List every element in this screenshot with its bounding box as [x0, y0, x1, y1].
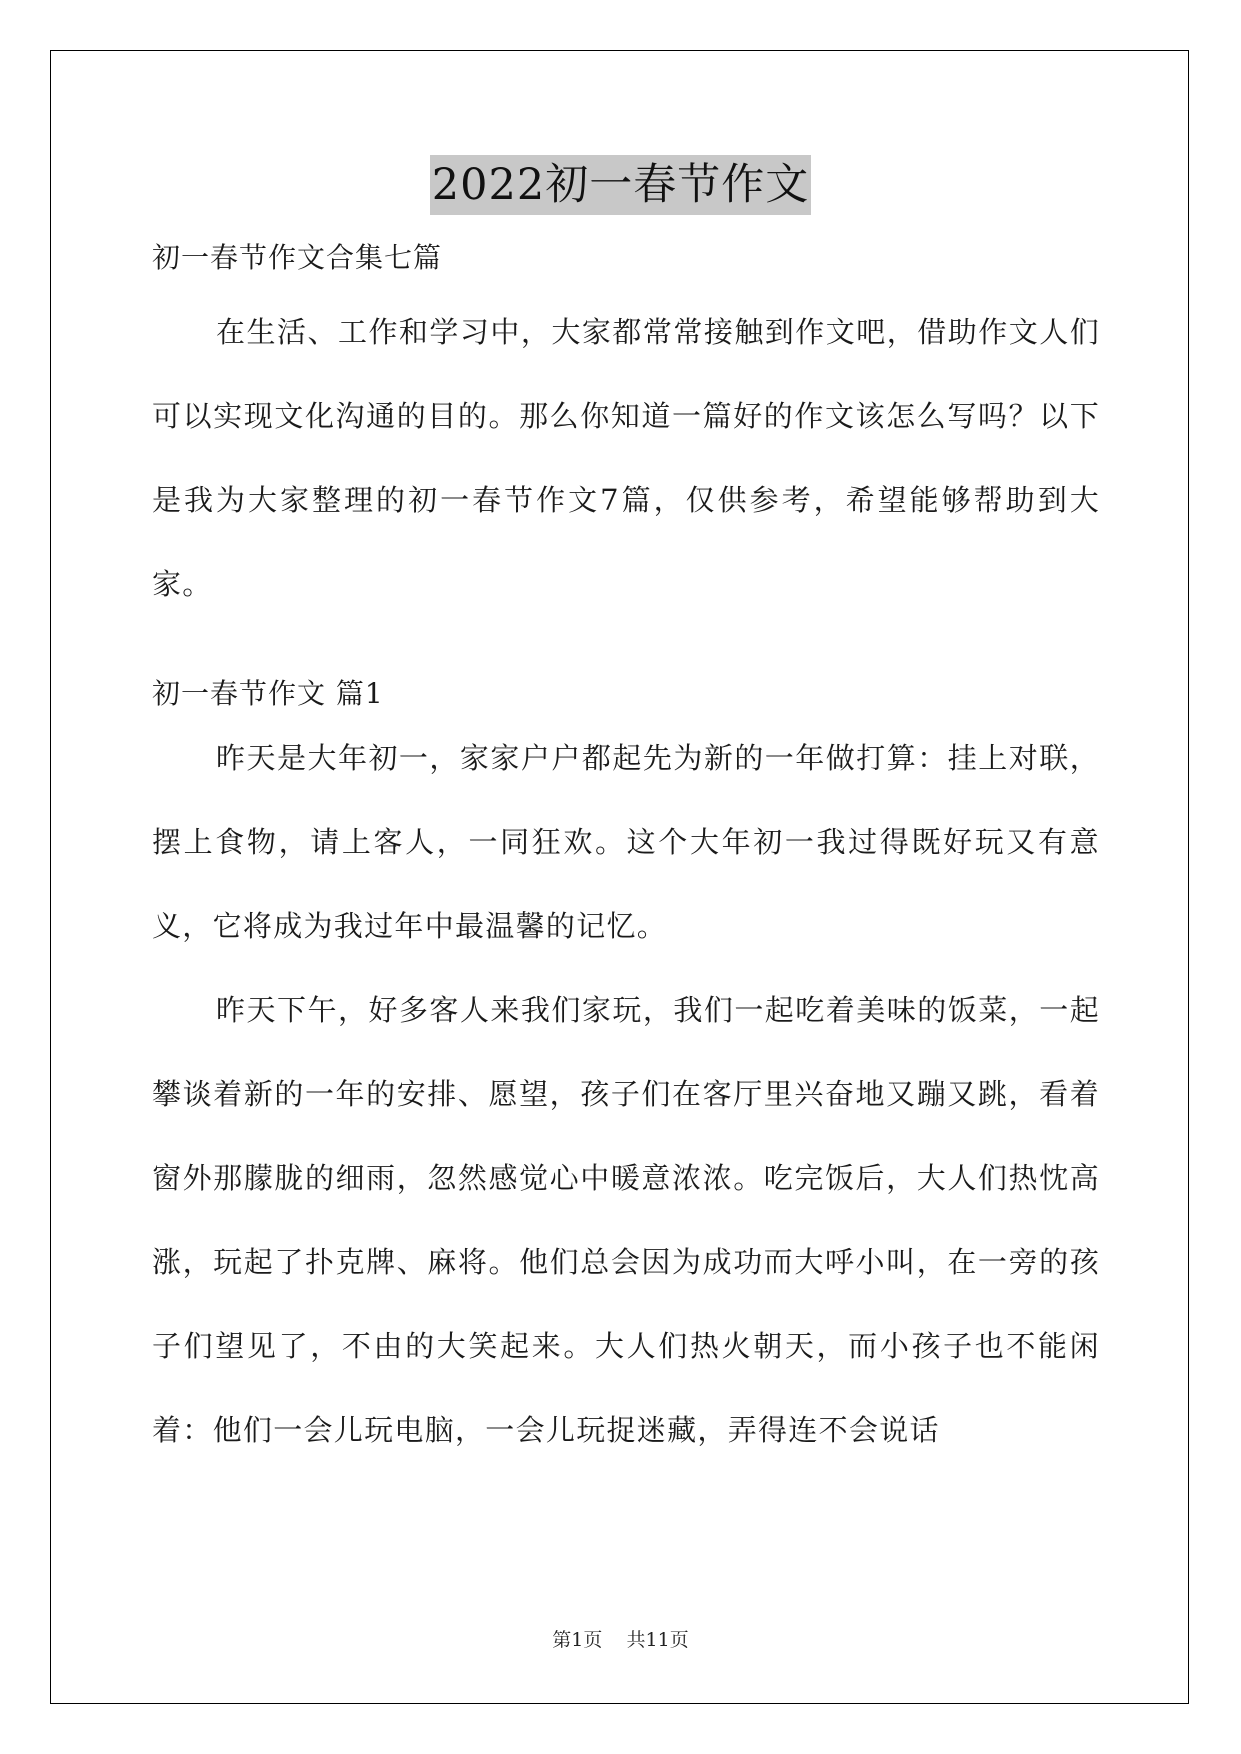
section-heading: 初一春节作文 篇1 [152, 677, 384, 710]
body-paragraph-1: 昨天是大年初一，家家户户都起先为新的一年做打算：挂上对联，摆上食物，请上客人，一同狂欢。这个大年初一我过得既好玩又有意义，它将成为我过年中最温馨的记忆。 [152, 741, 1100, 943]
intro-paragraph: 在生活、工作和学习中，大家都常常接触到作文吧，借助作文人们可以实现文化沟通的目的。那么你知道一篇好的作文该怎么写吗？以下是我为大家整理的初一春节作文7篇，仅供参考，希望能够帮助到大家。 [152, 315, 1100, 601]
body-paragraph-2: 昨天下午，好多客人来我们家玩，我们一起吃着美味的饭菜，一起攀谈着新的一年的安排、愿望，孩子们在客厅里兴奋地又蹦又跳，看着窗外那朦胧的细雨，忽然感觉心中暖意浓浓。吃完饭后，大人们热忱高涨，玩起了扑克牌、麻将。他们总会因为成功而大呼小叫，在一旁的孩子们望见了，不由的大笑起来。大人们热火朝天，而小孩子也不能闲着：他们一会儿玩电脑，一会儿玩捉迷藏，弄得连不会说话 [152, 993, 1100, 1447]
document-subtitle: 初一春节作文合集七篇 [152, 241, 443, 274]
page-footer: 第1页 共11页 [552, 1629, 689, 1651]
document-title: 2022初一春节作文 [430, 155, 811, 215]
title-container [0, 155, 1241, 215]
